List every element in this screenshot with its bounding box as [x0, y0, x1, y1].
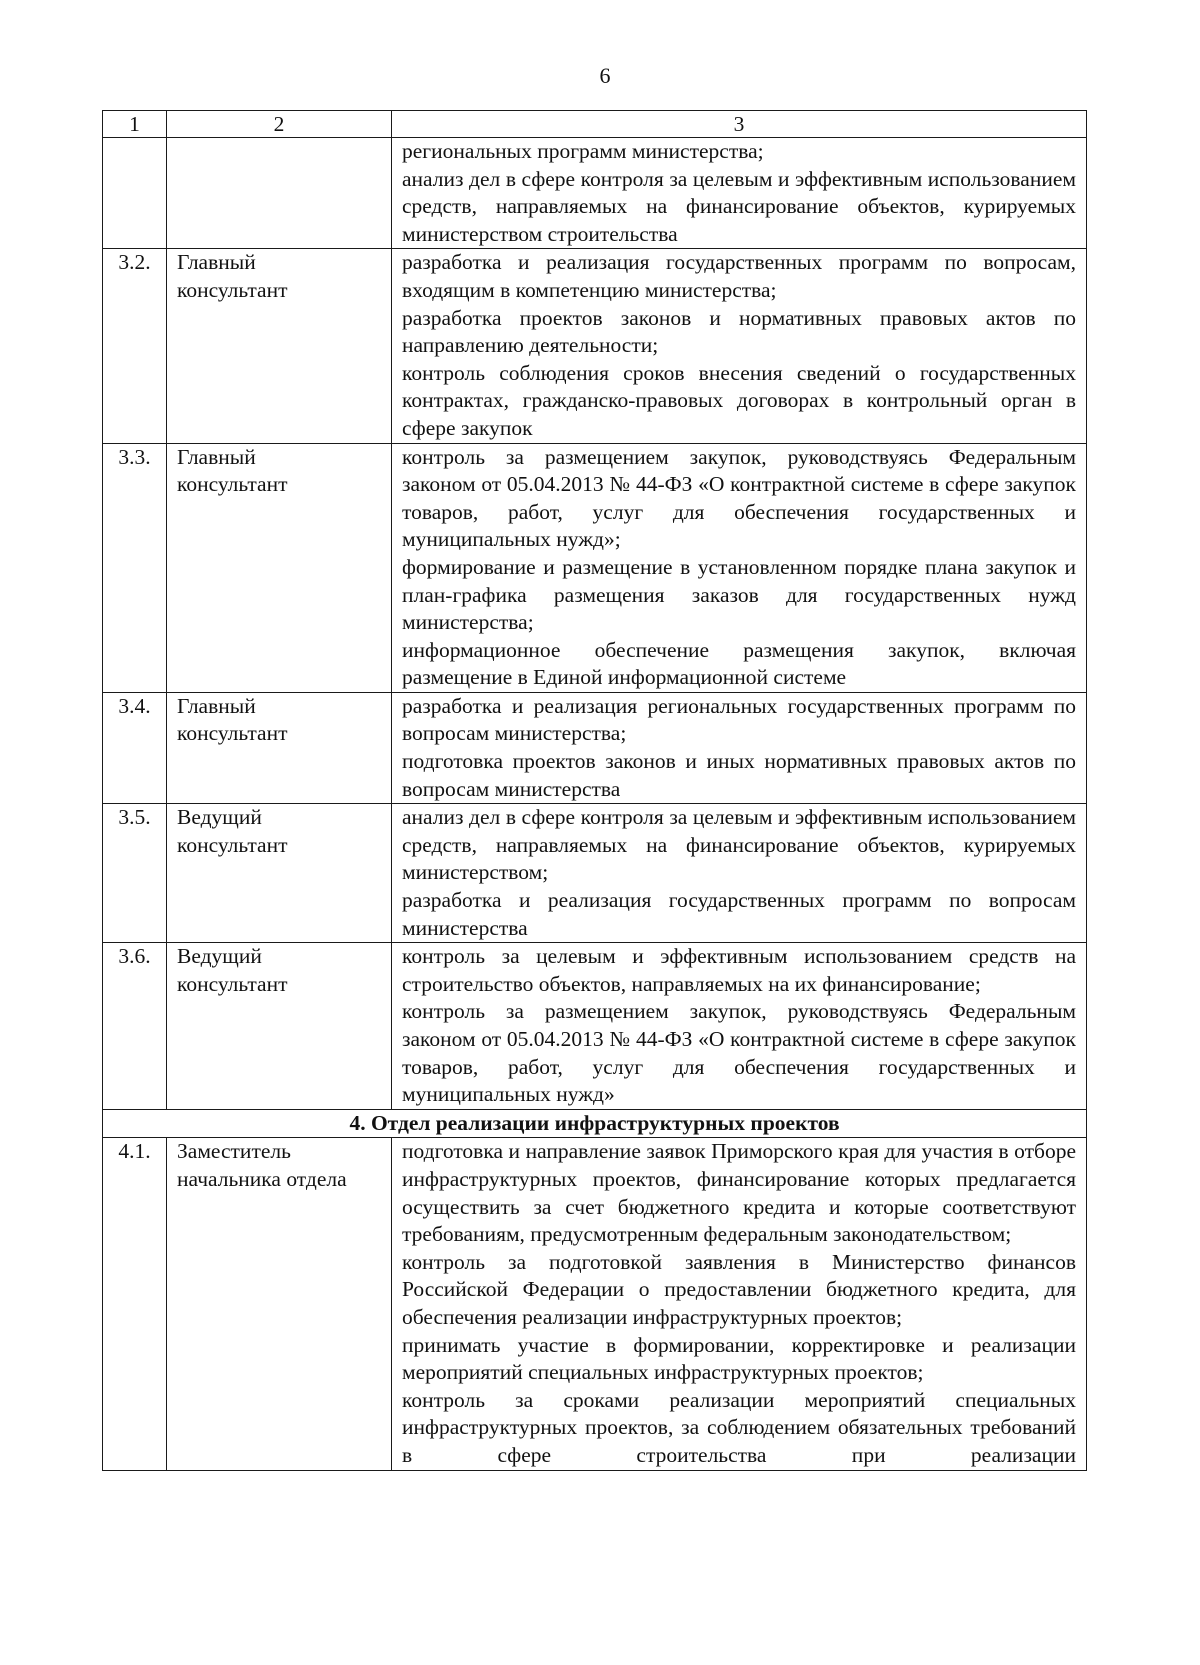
- position-line: консультант: [177, 721, 288, 746]
- header-col-3: 3: [392, 111, 1087, 138]
- row-position: [167, 249, 392, 443]
- position-line: консультант: [177, 832, 288, 857]
- table-row-4-1: [103, 1138, 1087, 1470]
- duty-item: контроль за подготовкой заявления в Министерство финансов Российской Федерации о предоставлении бюджетного кредита, для обеспечения реализации инфраструктурных проектов;: [402, 1249, 1076, 1329]
- duties-table: [102, 110, 1087, 1471]
- duty-item: разработка и реализация региональных государственных программ по вопросам министерства;: [402, 693, 1076, 746]
- duty-item: контроль за размещением закупок, руководствуясь Федеральным законом от 05.04.2013 № 44-ФЗ «О контрактной системе в сфере закупок товаров, работ, услуг для обеспечения государственных и муниципальных нужд»: [402, 999, 1076, 1107]
- row-position: [167, 804, 392, 943]
- position-line: консультант: [177, 472, 288, 497]
- row-duties: [392, 443, 1087, 692]
- section-row: [103, 1109, 1087, 1138]
- header-col-1: 1: [103, 111, 167, 138]
- row-number: 3.5.: [103, 804, 167, 943]
- duty-item: формирование и размещение в установленном порядке плана закупок и план-графика размещения заказов для государственных нужд министерства;: [402, 554, 1076, 635]
- duty-item: разработка и реализация государственных программ по вопросам министерства: [402, 888, 1076, 940]
- position-line: Заместитель: [177, 1139, 291, 1164]
- row-duties: [392, 249, 1087, 443]
- duty-item: подготовка проектов законов и иных нормативных правовых актов по вопросам министерства: [402, 749, 1076, 801]
- row-number: [103, 138, 167, 249]
- table-row-3-4: [103, 692, 1087, 803]
- header-col-2: 2: [167, 111, 392, 138]
- row-position: [167, 443, 392, 692]
- row-position: [167, 138, 392, 249]
- row-duties: [392, 1138, 1087, 1470]
- row-position: [167, 692, 392, 803]
- row-number: 3.2.: [103, 249, 167, 443]
- position-line: консультант: [177, 971, 288, 996]
- row-position: [167, 1138, 392, 1470]
- table-row-continuation: [103, 138, 1087, 249]
- duty-item: информационное обеспечение размещения закупок, включая размещение в Единой информационной системе: [402, 637, 1076, 690]
- duty-item: анализ дел в сфере контроля за целевым и эффективным использованием средств, направляемых на финансирование объектов, курируемых министерством;: [402, 805, 1076, 885]
- row-number: 3.3.: [103, 443, 167, 692]
- position-line: Главный: [177, 444, 256, 469]
- duty-item: контроль за целевым и эффективным использованием средств на строительство объектов, направляемых на их финансирование;: [402, 944, 1076, 996]
- section-title: 4. Отдел реализации инфраструктурных проектов: [103, 1109, 1087, 1138]
- row-position: [167, 943, 392, 1110]
- duty-item: разработка проектов законов и нормативных правовых актов по направлению деятельности;: [402, 305, 1076, 358]
- row-number: 3.4.: [103, 692, 167, 803]
- duty-item: разработка и реализация государственных программ по вопросам, входящим в компетенцию министерства;: [402, 250, 1076, 302]
- duty-item: контроль соблюдения сроков внесения сведений о государственных контрактах, гражданско-правовых договорах в контрольный орган в сфере закупок: [402, 360, 1076, 440]
- table-row-3-3: [103, 443, 1087, 692]
- row-number: 3.6.: [103, 943, 167, 1110]
- table-row-3-6: [103, 943, 1087, 1110]
- row-duties: [392, 138, 1087, 249]
- duty-item: региональных программ министерства;: [402, 139, 764, 163]
- position-line: Главный: [177, 250, 256, 275]
- row-number: 4.1.: [103, 1138, 167, 1470]
- page-number: 6: [599, 63, 611, 88]
- table-row-3-2: [103, 249, 1087, 443]
- position-line: Ведущий: [177, 805, 262, 830]
- duty-item: контроль за размещением закупок, руководствуясь Федеральным законом от 05.04.2013 № 44-ФЗ «О контрактной системе в сфере закупок товаров, работ, услуг для обеспечения государственных и муниципальных нужд»;: [402, 444, 1076, 552]
- duty-item: контроль за сроками реализации мероприятий специальных инфраструктурных проектов, за соблюдением обязательных требований в сфере строительства при реализации: [402, 1387, 1076, 1467]
- table-header-row: [103, 111, 1087, 138]
- position-line: начальника отдела: [177, 1166, 347, 1191]
- row-duties: [392, 804, 1087, 943]
- position-line: Главный: [177, 693, 256, 718]
- row-duties: [392, 943, 1087, 1110]
- row-duties: [392, 692, 1087, 803]
- duty-item: подготовка и направление заявок Приморского края для участия в отборе инфраструктурных проектов, финансирование которых предлагается осуществить за счет бюджетного кредита и которые соответствуют требованиям, предусмотренным федеральным законодательством;: [402, 1139, 1076, 1247]
- duty-item: анализ дел в сфере контроля за целевым и эффективным использованием средств, направляемых на финансирование объектов, курируемых министерством строительства: [402, 166, 1076, 246]
- duty-item: принимать участие в формировании, корректировке и реализации мероприятий специальных инфраструктурных проектов;: [402, 1332, 1076, 1385]
- table-row-3-5: [103, 804, 1087, 943]
- position-line: Ведущий: [177, 944, 262, 969]
- position-line: консультант: [177, 277, 288, 302]
